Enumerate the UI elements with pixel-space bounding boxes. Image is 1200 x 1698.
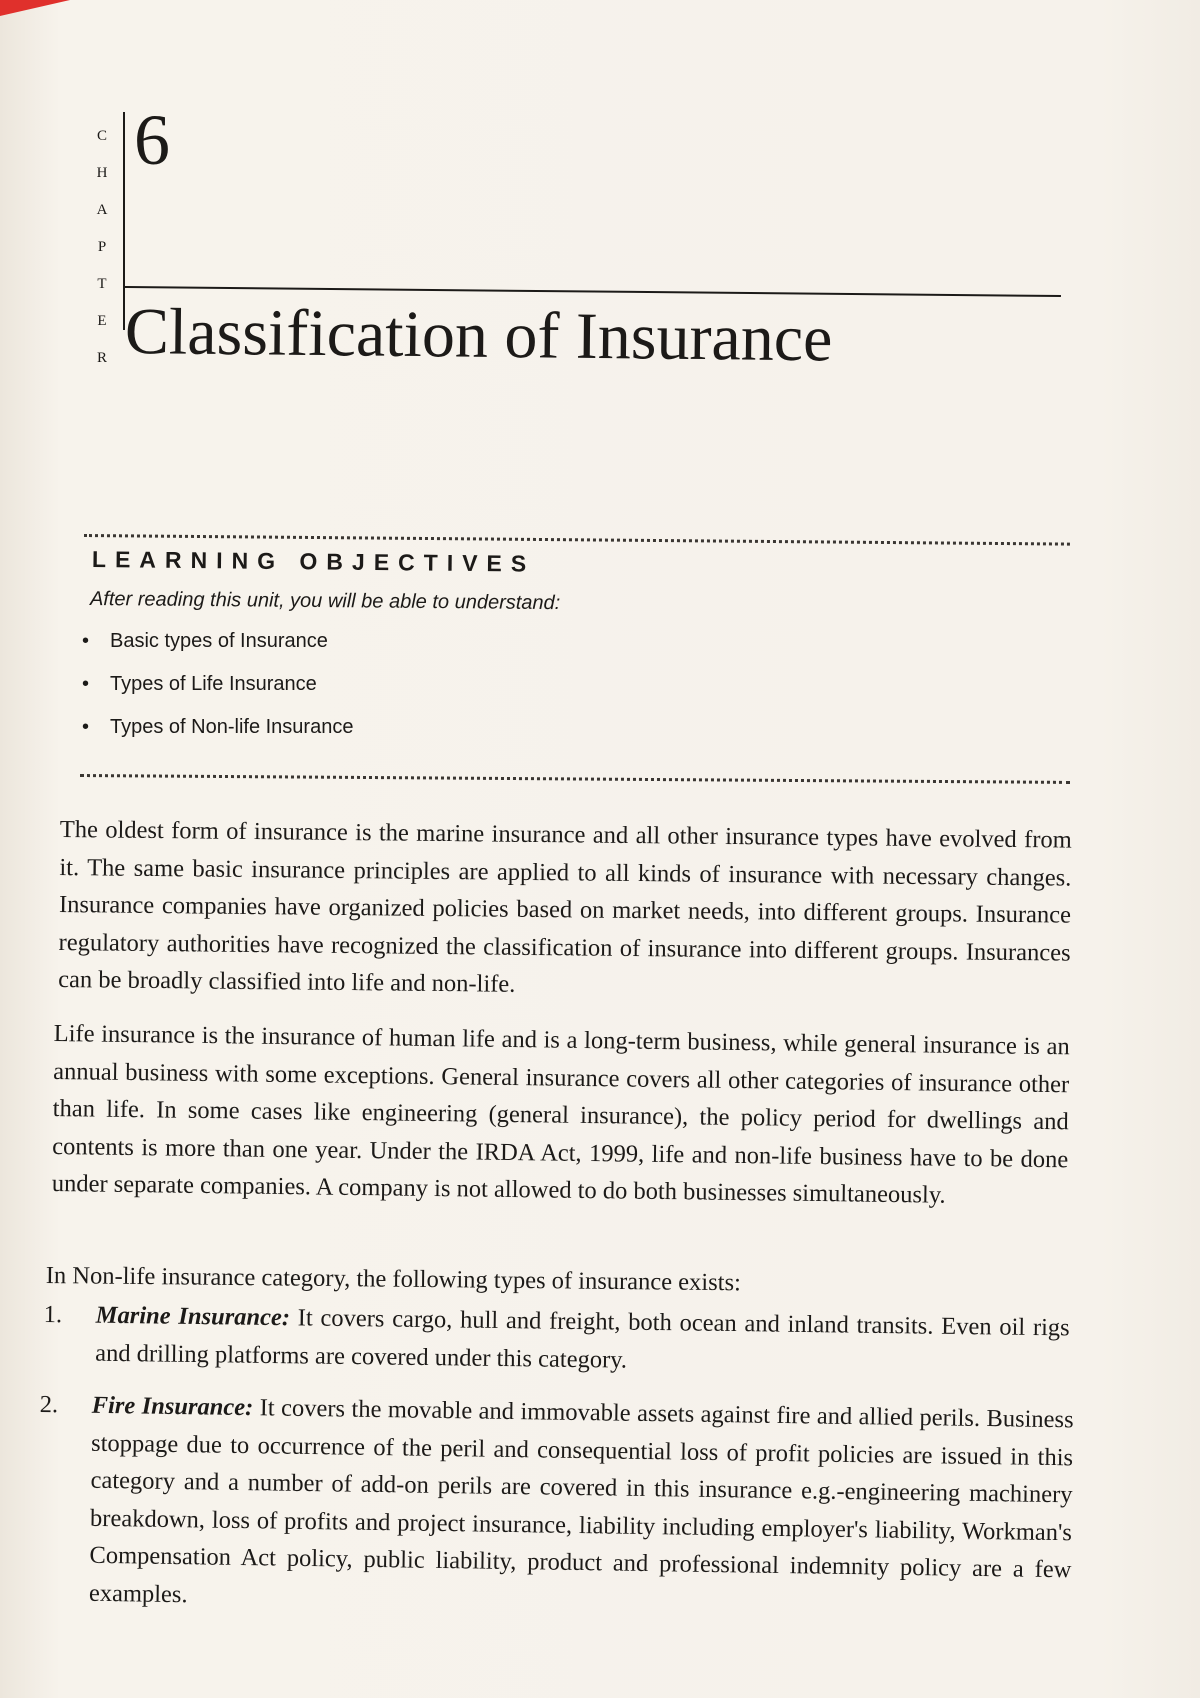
- objective-text: Types of Non-life Insurance: [110, 716, 354, 738]
- list-item-term: Fire Insurance:: [91, 1391, 254, 1422]
- objectives-list: [82, 628, 353, 757]
- chapter-label-letter: H: [96, 165, 108, 181]
- objectives-top-rule: [84, 534, 1070, 546]
- list-item: [82, 671, 353, 714]
- list-number: 1.: [43, 1300, 63, 1329]
- bullet-icon: •: [82, 630, 90, 652]
- chapter-label-letter: E: [97, 313, 107, 329]
- chapter-title: Classification of Insurance: [124, 295, 833, 376]
- objective-text: Types of Life Insurance: [110, 673, 317, 695]
- list-item-description: It covers the movable and immovable assets against fire and allied perils. Business stoppage due to occurrence of the peril and consequential loss of profit policies are issued in this category and a number of add-on perils are covered in this insurance e.g.-engineering machinery breakdown, loss of profits and project insurance, liability including employer's liability, Workman's Compensation Act policy, public liability, product and professional indemnity policy are a few examples.: [88, 1394, 1074, 1608]
- list-item: [82, 714, 353, 757]
- chapter-label-letter: P: [97, 239, 107, 255]
- list-item-description: It covers cargo, hull and freight, both ocean and inland transits. Even oil rigs and drilling platforms are covered under this category.: [95, 1304, 1070, 1374]
- body-paragraph: The oldest form of insurance is the marine insurance and all other insurance types have evolved from it. The same basic insurance principles are applied to all kinds of insurance with necessary changes. Insurance companies have organized policies based on market needs, into different groups. Insurance regulatory authorities have recognized the classification of insurance into different groups. Insurances can be broadly classified into life and non-life.: [58, 815, 1072, 998]
- body-paragraph: Life insurance is the insurance of human life and is a long-term business, while general insurance is an annual business with some exceptions. General insurance covers all other categories of insurance other than life. In some cases like engineering (general insurance), the policy period for dwellings and contents is more than one year. Under the IRDA Act, 1999, life and non-life business have to be done under separate companies. A company is not allowed to do both businesses simultaneously.: [51, 1019, 1070, 1209]
- chapter-label-letter: T: [97, 276, 107, 292]
- chapter-divider-horizontal: [123, 286, 1061, 297]
- objectives-heading: LEARNING OBJECTIVES: [91, 546, 536, 577]
- chapter-label-letter: C: [96, 128, 107, 144]
- objectives-bottom-rule: [80, 774, 1070, 784]
- objective-text: Basic types of Insurance: [110, 630, 328, 652]
- body-paragraph: In Non-life insurance category, the following types of insurance exists:: [45, 1261, 742, 1296]
- list-number: 2.: [39, 1390, 59, 1419]
- numbered-list-item: [36, 1386, 1074, 1661]
- chapter-label-letter: A: [96, 202, 108, 218]
- chapter-label: [92, 118, 112, 377]
- list-item-text: [89, 1387, 1074, 1627]
- numbered-list-item: [43, 1296, 1074, 1389]
- objectives-intro: After reading this unit, you will be able to understand:: [89, 588, 561, 615]
- chapter-label-letter: R: [96, 350, 107, 366]
- list-item-text: [95, 1297, 1070, 1385]
- bullet-icon: •: [82, 716, 90, 738]
- list-item: [82, 628, 353, 671]
- chapter-number: 6: [134, 100, 170, 180]
- page-corner-mark: [0, 0, 70, 16]
- bullet-icon: •: [82, 673, 90, 695]
- list-item-term: Marine Insurance:: [95, 1301, 291, 1332]
